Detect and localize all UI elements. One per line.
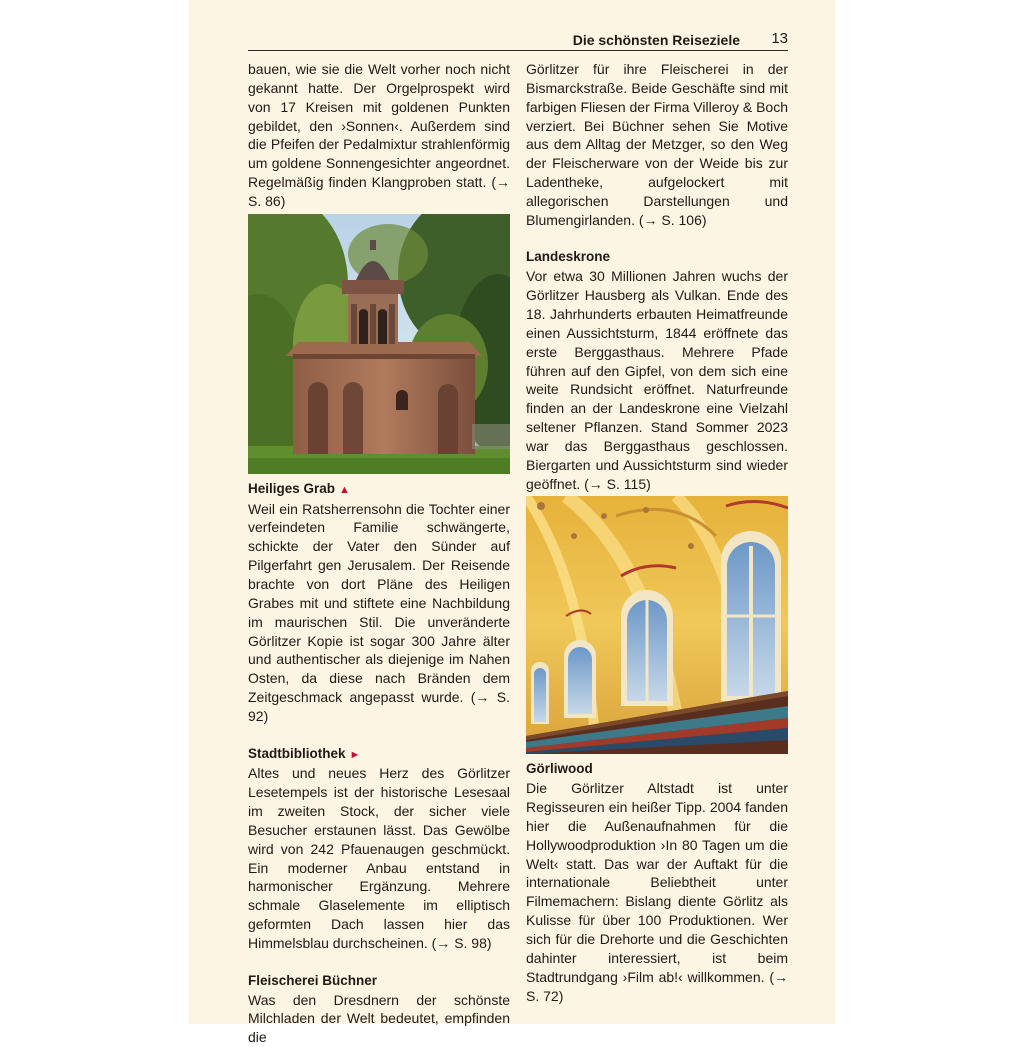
heading-goerliwood: Görliwood <box>526 761 593 777</box>
heading-stadtbibliothek-text: Stadtbibliothek <box>248 745 346 761</box>
text-heiliges-grab: Weil ein Ratsherrensohn die Tochter einer verfeindeten Familie schwängerte, schickte der Vater den Sünder auf Pilgerfahrt gen Jerusalem. Der Reisende brachte von dort Pläne des Heiligen Grabes mit und stiftete eine Nachbildung im maurischen Stil. Die unveränderte Görlitzer Kopie ist sogar 300 Jahre älter und authentischer als diejenige im Nahen Osten, da diese nach Bränden dem Zeitgeschmack angepasst wurde. (→ S. 92) <box>248 500 510 724</box>
section-title: Die schönsten Reiseziele <box>572 32 740 48</box>
right-intro-text: Görlitzer für ihre Fleischerei in der Bismarckstraße. Beide Geschäfte sind mit farbigen Fliesen der Firma Villeroy & Boch verziert. Bei Büchner sehen Sie Motive aus dem Alltag der Metzger, so den Weg der Fleischerware von der Weide bis zur Ladentheke, aufgelockert mit allegorischen Darstellungen und Blumengirlanden. (→ S. 106) <box>526 61 788 228</box>
left-column <box>248 60 510 1047</box>
heading-stadtbibliothek <box>248 745 510 765</box>
right-column <box>526 60 788 1005</box>
page-number: 13 <box>771 30 788 47</box>
text-stadtbibliothek: Altes und neues Herz des Görlitzer Lesetempels ist der historische Lesesaal im zweiten Stock, der sicher viele Besucher erstaunen lässt. Das Gewölbe wird von 242 Pfauenaugen geschmückt. Ein moderner Anbau entstand in harmonischer Ergänzung. Mehrere schmale Glaselemente im elliptisch geformten Dach lassen hier das Himmelsblau durchscheinen. (→ S. 98) <box>248 765 510 951</box>
arrow-marker-icon: ► <box>349 748 361 761</box>
heading-fleischerei-buechner: Fleischerei Büchner <box>248 972 378 988</box>
left-intro-text: bauen, wie sie die Welt vorher noch nicht gekannt hatte. Der Orgelprospekt wird von 17 Kreisen mit goldenen Punkten gebildet, den ›Sonnen‹. Außerdem sind die Pfeifen der Pedalmixtur strahlenförmig um goldene Sonnengesichter angeordnet. Regelmäßig finden Klangproben statt. (→ S. 86) <box>248 61 510 209</box>
heading-landeskrone: Landeskrone <box>526 249 611 265</box>
text-landeskrone: Vor etwa 30 Millionen Jahren wuchs der Görlitzer Hausberg als Vulkan. Ende des 18. Jahrhunderts erbauten Heimatfreunde einen Aussichtsturm, 1844 eröffnete das erste Berggasthaus. Mehrere Pfade führen auf den Gipfel, von dem sich eine weite Rundsicht eröffnet. Naturfreunde finden an der Landeskrone eine Vielzahl seltener Pflanzen. Stand Sommer 2023 war das Berggasthaus geschlossen. Biergarten und Aussichtsturm sind wieder geöffnet. (→ S. 115) <box>526 268 788 492</box>
text-goerliwood: Die Görlitzer Altstadt ist unter Regisseuren ein heißer Tipp. 2004 fanden hier die Außenaufnahmen für die Hollywoodproduktion ›In 80 Tagen um die Welt‹ statt. Das war der Auftakt für die internationale Beliebtheit unter Filmemachern: Bislang diente Görlitz als Kulisse für über 100 Produktionen. Wer sich für die Drehorte und die Geschichten dahinter interessiert, ist beim Stadtrundgang ›Film ab!‹ willkommen. (→ S. 72) <box>526 780 788 1004</box>
stadtbibliothek-photo <box>526 496 788 754</box>
heading-heiliges-grab <box>248 480 510 500</box>
triangle-marker-icon: ▲ <box>339 483 350 496</box>
heiliges-grab-photo <box>248 214 510 474</box>
running-header <box>248 30 788 51</box>
heading-heiliges-grab-text: Heiliges Grab <box>248 480 336 496</box>
text-fleischerei-buechner: Was den Dresdnern der schönste Milchladen der Welt bedeutet, empfinden die <box>248 991 510 1046</box>
